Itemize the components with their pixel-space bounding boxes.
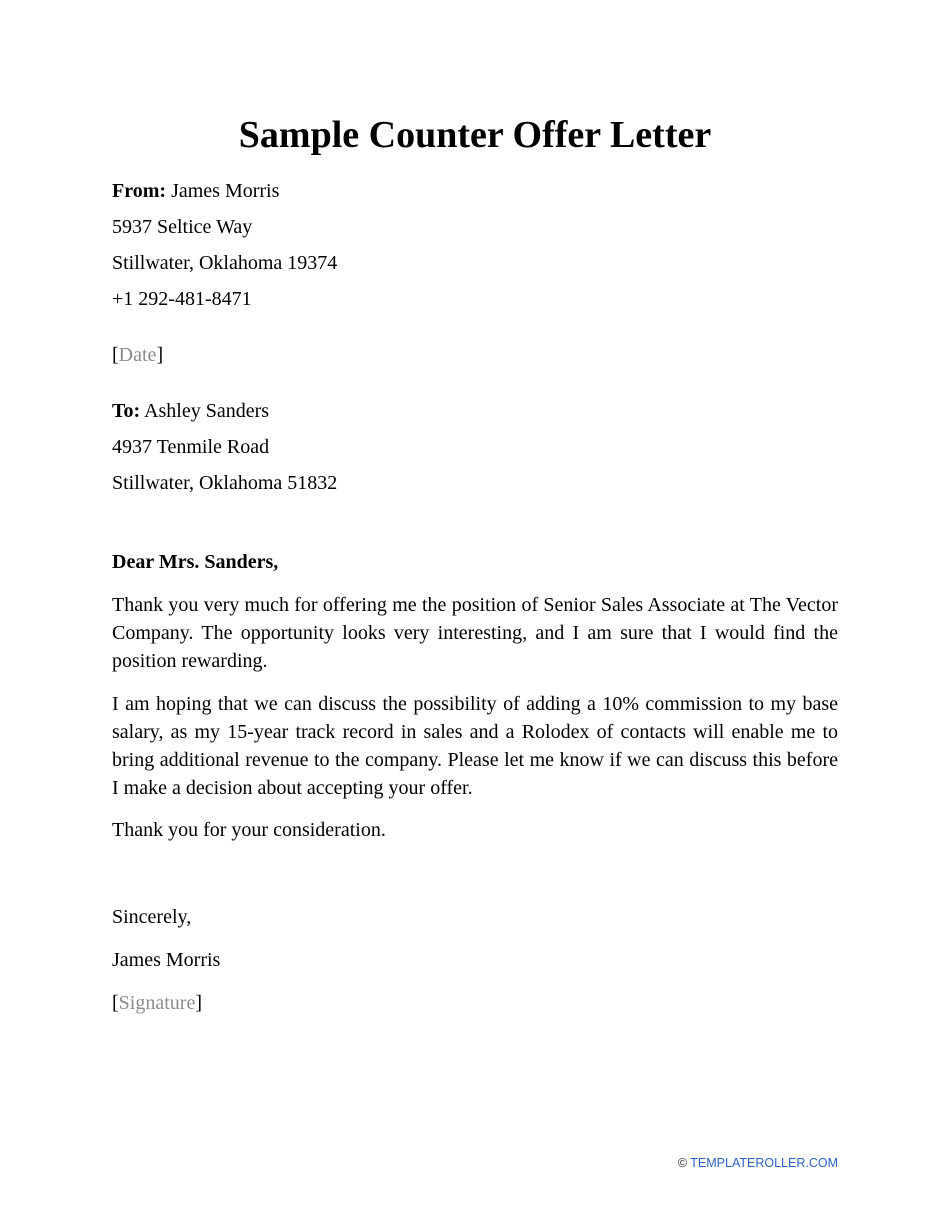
date-field: [Date] [112,344,164,366]
recipient-name: Ashley Sanders [144,400,270,422]
sender-label: From: [112,180,167,202]
signer-name: James Morris [112,949,221,971]
sender-city: Stillwater, Oklahoma 19374 [112,252,338,274]
page-title: Sample Counter Offer Letter [238,114,712,156]
sender-street: 5937 Seltice Way [112,216,253,238]
footer [678,1155,838,1171]
sender-line [112,179,279,203]
date-placeholder: Date [118,344,157,366]
copyright-symbol: © [677,1156,688,1170]
body-paragraph-1: Thank you very much for offering me the position of Senior Sales Associate at The Vector Company. The opportunity looks very interesting, and I am sure that I would find the position rewarding. [112,594,838,672]
templateroller-link[interactable]: TEMPLATEROLLER.COM [690,1156,838,1170]
signature-field: [Signature] [112,992,202,1014]
recipient-city: Stillwater, Oklahoma 51832 [112,472,338,494]
recipient-street: 4937 Tenmile Road [112,436,270,458]
body-paragraph-3: Thank you for your consideration. [112,819,386,841]
recipient-line [112,399,269,423]
sender-name: James Morris [171,180,280,202]
body-paragraph-2: I am hoping that we can discuss the possibility of adding a 10% commission to my base salary, as my 15-year track record in sales and a Rolodex of contacts will enable me to bring additional revenue to the company. Please let me know if we can discuss this before I make a decision about accepting your offer. [112,693,838,799]
signature-placeholder: Signature [118,992,196,1014]
sender-phone: +1 292-481-8471 [112,288,252,310]
closing: Sincerely, [112,906,192,928]
salutation: Dear Mrs. Sanders, [112,551,279,573]
recipient-label: To: [112,400,141,422]
